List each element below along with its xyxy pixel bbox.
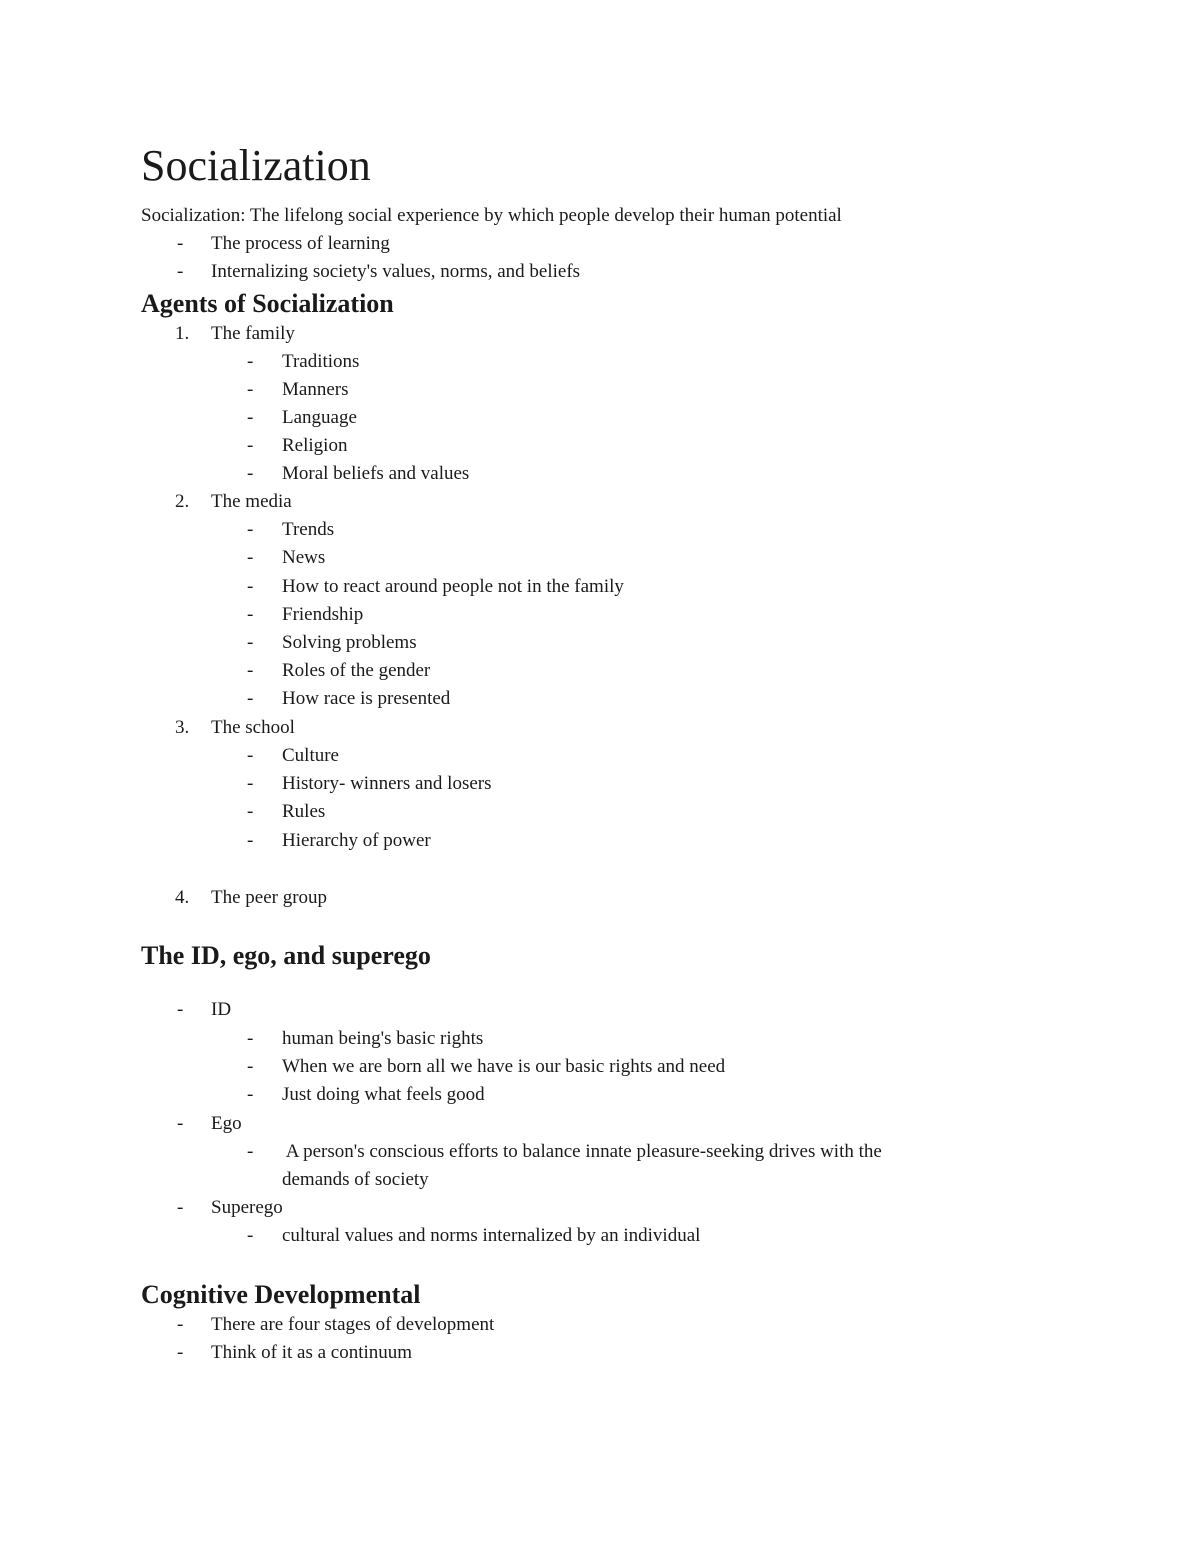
- bullet-marker: -: [247, 830, 254, 851]
- bullet-marker: -: [247, 1141, 254, 1162]
- bullet-marker: -: [177, 1342, 184, 1363]
- list-item: Religion: [282, 435, 348, 456]
- bullet-marker: -: [247, 773, 254, 794]
- bullet-marker: -: [247, 632, 254, 653]
- bullet-marker: -: [177, 1113, 184, 1134]
- list-item: Manners: [282, 379, 349, 400]
- cognitive-bullet: Think of it as a continuum: [211, 1342, 413, 1363]
- bullet-marker: -: [247, 688, 254, 709]
- bullet-marker: -: [247, 1056, 254, 1077]
- bullet-marker: -: [247, 660, 254, 681]
- intro-bullet: The process of learning: [211, 233, 390, 254]
- list-item: cultural values and norms internalized by an individual: [282, 1225, 701, 1246]
- id-ego-heading: The ID, ego, and superego: [141, 941, 431, 970]
- definition-text: Socialization: The lifelong social experience by which people develop their human potential: [141, 205, 842, 226]
- list-item: News: [282, 547, 326, 568]
- bullet-marker: -: [247, 576, 254, 597]
- list-number: 2.: [175, 491, 190, 512]
- cognitive-heading: Cognitive Developmental: [141, 1280, 421, 1309]
- bullet-marker: -: [247, 1084, 254, 1105]
- id-item: ID: [211, 999, 232, 1020]
- bullet-marker: -: [247, 604, 254, 625]
- list-item: When we are born all we have is our basic rights and need: [282, 1056, 726, 1077]
- list-item: Roles of the gender: [282, 660, 431, 681]
- bullet-marker: -: [247, 547, 254, 568]
- intro-bullet: Internalizing society's values, norms, and beliefs: [211, 261, 581, 282]
- list-item: How to react around people not in the family: [282, 576, 624, 597]
- list-item: Friendship: [282, 604, 364, 625]
- agent-item-family: The family: [211, 323, 295, 344]
- bullet-marker: -: [247, 407, 254, 428]
- bullet-marker: -: [247, 801, 254, 822]
- bullet-marker: -: [177, 1197, 184, 1218]
- bullet-marker: -: [247, 379, 254, 400]
- bullet-marker: -: [177, 999, 184, 1020]
- agent-item-school: The school: [211, 717, 295, 738]
- list-number: 3.: [175, 717, 190, 738]
- list-item: Traditions: [282, 351, 360, 372]
- bullet-marker: -: [247, 1028, 254, 1049]
- list-item: Language: [282, 407, 357, 428]
- cognitive-bullet: There are four stages of development: [211, 1314, 495, 1335]
- list-item: History- winners and losers: [282, 773, 492, 794]
- agents-heading: Agents of Socialization: [141, 289, 394, 318]
- bullet-marker: -: [177, 261, 184, 282]
- list-item-continuation: demands of society: [282, 1169, 429, 1190]
- list-item: Rules: [282, 801, 326, 822]
- agent-item-media: The media: [211, 491, 292, 512]
- agent-item-peer-group: The peer group: [211, 887, 328, 908]
- bullet-marker: -: [247, 745, 254, 766]
- ego-item: Ego: [211, 1113, 242, 1134]
- bullet-marker: -: [177, 1314, 184, 1335]
- list-item: Trends: [282, 519, 335, 540]
- bullet-marker: -: [177, 233, 184, 254]
- list-item: Hierarchy of power: [282, 830, 431, 851]
- bullet-marker: -: [247, 519, 254, 540]
- bullet-marker: -: [247, 351, 254, 372]
- list-item: Solving problems: [282, 632, 417, 653]
- list-item: Culture: [282, 745, 339, 766]
- list-item: Just doing what feels good: [282, 1084, 485, 1105]
- list-item: human being's basic rights: [282, 1028, 484, 1049]
- list-number: 4.: [175, 887, 190, 908]
- bullet-marker: -: [247, 435, 254, 456]
- list-item: A person's conscious efforts to balance innate pleasure-seeking drives with the: [282, 1141, 882, 1162]
- list-number: 1.: [175, 323, 190, 344]
- list-item: Moral beliefs and values: [282, 463, 470, 484]
- page-title: Socialization: [141, 141, 371, 190]
- superego-item: Superego: [211, 1197, 283, 1218]
- bullet-marker: -: [247, 463, 254, 484]
- bullet-marker: -: [247, 1225, 254, 1246]
- list-item: How race is presented: [282, 688, 451, 709]
